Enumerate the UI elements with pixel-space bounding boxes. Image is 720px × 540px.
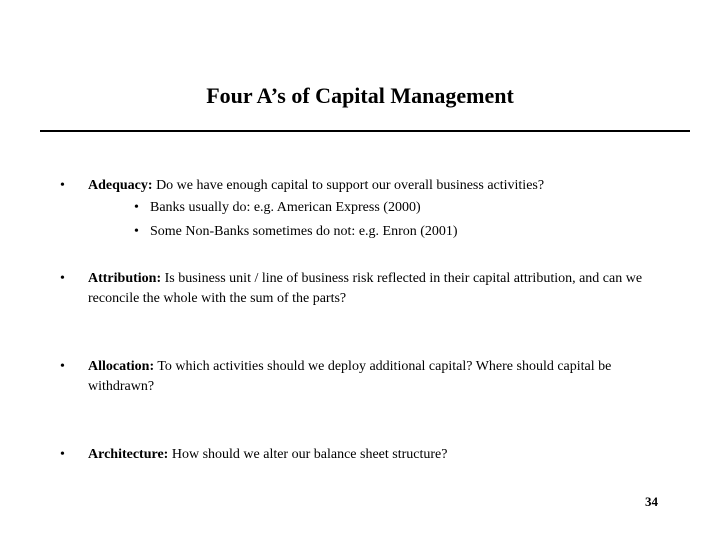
item-term: Adequacy: (88, 178, 153, 193)
page-number: 34 (645, 494, 658, 509)
list-item-attribution (88, 269, 668, 309)
list-item-allocation (88, 357, 648, 397)
item-term: Allocation: (88, 359, 155, 374)
item-text: Do we have enough capital to support our overall business activities? (152, 178, 545, 193)
title-divider (40, 130, 690, 132)
bullet-icon: • (60, 359, 65, 374)
bullet-icon: • (60, 271, 65, 286)
sub-item-text: Some Non-Banks sometimes do not: e.g. Enron (2001) (150, 224, 458, 239)
list-item-adequacy (88, 176, 688, 196)
sub-item (134, 198, 421, 218)
item-text: Is business unit / line of business risk reflected in their capital attribution, and can we reconcile the whole with the sum of the parts? (88, 271, 643, 306)
sub-item-text: Banks usually do: e.g. American Express (2000) (150, 200, 421, 215)
item-text: How should we alter our balance sheet structure? (168, 447, 448, 462)
bullet-icon: • (134, 224, 139, 239)
slide-title: Four A’s of Capital Management (206, 83, 514, 108)
item-term: Attribution: (88, 271, 162, 286)
bullet-icon: • (134, 200, 139, 215)
bullet-icon: • (60, 178, 65, 193)
item-text: To which activities should we deploy additional capital? Where should capital be withdrawn? (88, 359, 612, 394)
list-item-architecture (88, 445, 688, 465)
sub-item (134, 222, 458, 242)
item-term: Architecture: (88, 447, 169, 462)
bullet-icon: • (60, 447, 65, 462)
